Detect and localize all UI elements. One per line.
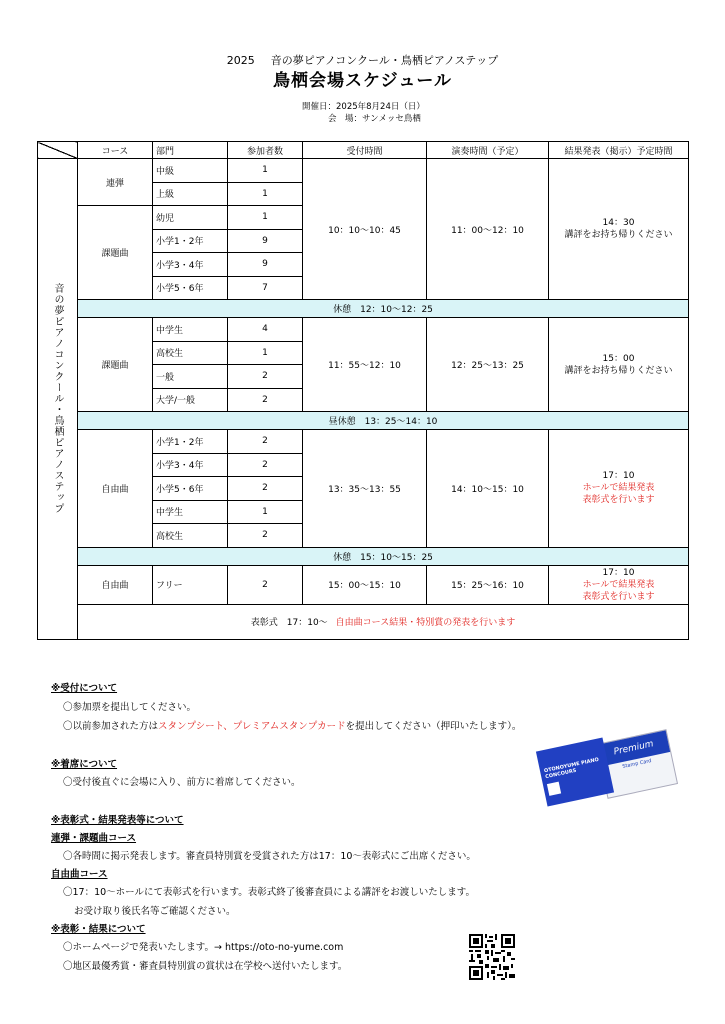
- course-cell: 自由曲: [78, 430, 153, 548]
- result-cell: [549, 565, 689, 604]
- break-label: 昼休憩 13：25〜14：10: [78, 412, 689, 430]
- course-cell: 課題曲: [78, 206, 153, 300]
- qr-code-icon: [469, 934, 515, 980]
- award-row: [38, 604, 689, 639]
- course-cell: 自由曲: [78, 565, 153, 604]
- header-reception: 受付時間: [303, 142, 427, 159]
- count-cell: 1: [228, 206, 303, 230]
- stamp-card-text: スタンプシート、プレミアムスタンプカード: [158, 721, 346, 732]
- card-qr-icon: [547, 782, 561, 796]
- division-cell: 小学3・4年: [153, 453, 228, 477]
- performance-cell: 14：10〜15：10: [427, 430, 549, 548]
- break-row: [38, 300, 689, 318]
- result-cell: [549, 318, 689, 412]
- result-line-1: 〇ホームページで発表いたします。→ https://oto-no-yume.com: [63, 942, 344, 953]
- header-result: 結果発表（掲示）予定時間: [549, 142, 689, 159]
- reception-cell: 10：10〜10：45: [303, 159, 427, 300]
- count-cell: 2: [228, 524, 303, 548]
- count-cell: 1: [228, 159, 303, 183]
- count-cell: 1: [228, 341, 303, 365]
- count-cell: 2: [228, 477, 303, 501]
- result-cell: [549, 430, 689, 548]
- division-cell: 小学3・4年: [153, 253, 228, 277]
- event-meta: [302, 101, 425, 125]
- page-title: 鳥栖会場スケジュール: [273, 71, 452, 91]
- count-cell: 1: [228, 182, 303, 206]
- award-note: 自由曲コース結果・特別賞の発表を行います: [335, 618, 516, 628]
- stamp-sheet-card: [536, 738, 614, 807]
- result-time: 17：10: [602, 471, 635, 482]
- award-heading: ※表彰式・結果発表等について: [51, 815, 184, 826]
- division-cell: 一般: [153, 365, 228, 389]
- result-time: 14：30: [602, 218, 635, 228]
- reception-cell: 15：00〜15：10: [303, 565, 427, 604]
- result-cell: [549, 159, 689, 300]
- premium-card-title: Premium: [597, 730, 670, 766]
- division-cell: フリー: [153, 565, 228, 604]
- break-row: [38, 412, 689, 430]
- diagonal-corner-cell: [38, 142, 78, 159]
- schedule-table: [37, 141, 689, 640]
- performance-cell: 12：25〜13：25: [427, 318, 549, 412]
- count-cell: 1: [228, 500, 303, 524]
- course-cell: 課題曲: [78, 318, 153, 412]
- reception-line-2-b: を提出してください（押印いたします）。: [345, 721, 522, 732]
- division-cell: 中学生: [153, 500, 228, 524]
- count-cell: 2: [228, 365, 303, 389]
- table-header-row: [38, 142, 689, 159]
- free-line-2: お受け取り後氏名等ご確認ください。: [74, 906, 236, 917]
- notes-reception: [51, 680, 521, 732]
- free-line-1: 〇17：10〜ホールにて表彰式を行います。表彰式終了後審査員による講評をお渡しいたします。: [63, 887, 475, 898]
- reception-heading: ※受付について: [51, 683, 118, 694]
- division-cell: 幼児: [153, 206, 228, 230]
- header-course: コース: [78, 142, 153, 159]
- seating-line-1: 〇受付後直ぐに会場に入り、前方に着席してください。: [63, 777, 301, 788]
- count-cell: 2: [228, 430, 303, 454]
- stamp-card-image: [541, 722, 655, 802]
- result-note-red: 表彰式を行います: [582, 495, 655, 506]
- table-row: [38, 430, 689, 454]
- reception-cell: 13：35〜13：55: [303, 430, 427, 548]
- performance-cell: 11：00〜12：10: [427, 159, 549, 300]
- result-note-red: ホールで結果発表: [582, 483, 655, 494]
- division-cell: 小学1・2年: [153, 430, 228, 454]
- result-time: 15：00: [602, 353, 635, 364]
- award-prefix: 表彰式 17：10〜: [250, 618, 328, 628]
- division-cell: 小学5・6年: [153, 477, 228, 501]
- notes-award: [51, 812, 476, 972]
- header-count: 参加者数: [228, 142, 303, 159]
- count-cell: 2: [228, 565, 303, 604]
- duet-heading: 連弾・課題曲コース: [51, 833, 137, 844]
- division-cell: 小学1・2年: [153, 229, 228, 253]
- count-cell: 9: [228, 229, 303, 253]
- course-cell: 連弾: [78, 159, 153, 206]
- reception-line-1: 〇参加票を提出してください。: [63, 702, 197, 713]
- count-cell: 9: [228, 253, 303, 277]
- result-note: 講評をお持ち帰りください: [564, 365, 673, 376]
- stamp-sheet-title: OTONOYUME PIANO CONCOURS: [543, 756, 600, 781]
- performance-cell: 15：25〜16：10: [427, 565, 549, 604]
- event-year: 2025: [226, 54, 255, 67]
- seating-heading: ※着席について: [51, 759, 118, 770]
- count-cell: 2: [228, 453, 303, 477]
- table-row: [38, 565, 689, 604]
- result-note-red: 表彰式を行います: [582, 591, 655, 602]
- reception-line-2: [51, 718, 521, 732]
- break-label: 休憩 15：10〜15：25: [78, 547, 689, 565]
- reception-line-2-a: 〇以前参加された方は: [63, 721, 159, 732]
- count-cell: 7: [228, 276, 303, 300]
- division-cell: 高校生: [153, 341, 228, 365]
- event-name: 音の夢ピアノコンクール・鳥栖ピアノステップ: [270, 54, 499, 67]
- division-cell: 大学/一般: [153, 388, 228, 412]
- result-note-red: ホールで結果発表: [582, 579, 655, 590]
- break-label: 休憩 12：10〜12：25: [78, 300, 689, 318]
- break-row: [38, 547, 689, 565]
- event-date: 開催日：2025年8月24日（日）: [302, 102, 425, 112]
- result-line-2: 〇地区最優秀賞・審査員特別賞の賞状は在学校へ送付いたします。: [63, 961, 348, 972]
- division-cell: 中学生: [153, 318, 228, 342]
- header-division: 部門: [153, 142, 228, 159]
- result-heading: ※表彰・結果について: [51, 924, 146, 935]
- result-note: 講評をお持ち帰りください: [564, 230, 673, 240]
- division-cell: 中級: [153, 159, 228, 183]
- division-cell: 高校生: [153, 524, 228, 548]
- result-time: 17：10: [602, 567, 635, 578]
- header-performance: 演奏時間（予定）: [427, 142, 549, 159]
- free-heading: 自由曲コース: [51, 869, 108, 880]
- count-cell: 2: [228, 388, 303, 412]
- notes-seating: [51, 756, 301, 788]
- count-cell: 4: [228, 318, 303, 342]
- duet-line-1: 〇各時間に掲示発表します。審査員特別賞を受賞された方は17：10〜表彰式にご出席ください。: [63, 851, 476, 862]
- side-label: 音の夢ピアノコンクール・鳥栖ピアノステップ: [38, 159, 78, 640]
- division-cell: 小学5・6年: [153, 276, 228, 300]
- table-row: [38, 159, 689, 183]
- reception-cell: 11：55〜12：10: [303, 318, 427, 412]
- event-venue: 会 場：サンメッセ鳥栖: [328, 114, 421, 124]
- award-cell: [78, 604, 689, 639]
- division-cell: 上級: [153, 182, 228, 206]
- premium-card-sub: Stamp Card: [621, 757, 653, 771]
- table-row: [38, 318, 689, 342]
